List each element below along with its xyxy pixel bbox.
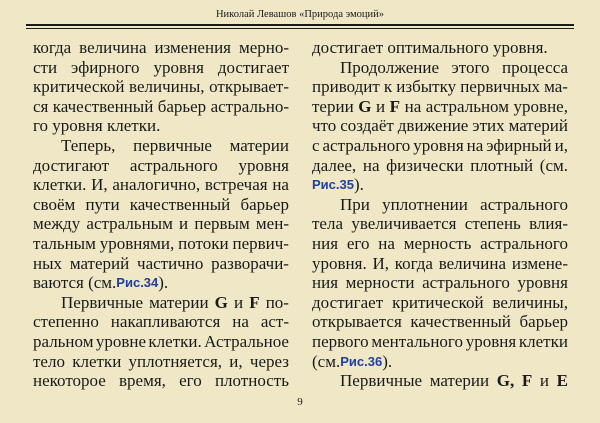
text-line: [33, 156, 289, 176]
word: и: [376, 96, 386, 116]
word: клетки.: [33, 175, 87, 195]
word: барьер: [519, 312, 568, 332]
word: открывается: [312, 312, 402, 332]
word: мерность: [403, 233, 472, 253]
text-line: [312, 195, 568, 215]
word: время,: [119, 371, 166, 391]
word: Первичные: [61, 292, 144, 312]
word: плотность: [214, 371, 289, 391]
word: ральном: [33, 331, 94, 351]
word: на: [272, 175, 289, 195]
word: и,: [229, 351, 243, 371]
word: уровня: [153, 57, 204, 77]
text-line: достигает оптимального уровня.: [312, 38, 548, 57]
word: уплотняется,: [128, 351, 223, 371]
text-line: ваются (см. Рис.34 ).: [33, 273, 169, 293]
word: тальным: [33, 233, 96, 253]
word: первым: [194, 214, 250, 234]
word: движение: [397, 116, 469, 136]
word: разворачи-: [211, 253, 289, 273]
word: на: [378, 233, 395, 253]
word: клетки: [518, 331, 568, 351]
text-line: [33, 332, 289, 352]
text-line: [312, 58, 568, 78]
bold-letter: G: [358, 96, 372, 116]
word: тело: [33, 351, 65, 371]
word: потоки: [178, 233, 229, 253]
word: этих: [472, 116, 505, 136]
word: первого: [312, 331, 369, 351]
word: изменения: [154, 38, 231, 57]
word: на: [362, 155, 380, 175]
text-line: [33, 234, 289, 254]
text-line: [312, 312, 568, 332]
word: мерности: [345, 273, 415, 293]
word: сти: [33, 57, 58, 77]
word: ния: [312, 273, 339, 293]
text-line: Рис.35 ).: [312, 175, 364, 195]
word: уплотнении: [382, 194, 468, 214]
bold-letter: F: [521, 371, 533, 391]
word: материй: [508, 116, 568, 136]
word: Первичные: [340, 371, 423, 391]
text-line: [33, 58, 289, 78]
word: на: [404, 96, 422, 116]
word: аст-: [260, 312, 289, 332]
word: достигает: [217, 57, 289, 77]
word: ся: [33, 96, 49, 116]
text-line: [33, 175, 289, 195]
word: ма-: [544, 77, 568, 97]
figure-reference-link[interactable]: Рис.34: [116, 275, 159, 291]
text-line: [33, 136, 289, 156]
word: [497, 371, 514, 391]
text-line: [33, 371, 289, 391]
word: величины,: [129, 77, 205, 97]
word: аналогично,: [112, 175, 201, 195]
text-line: [312, 332, 568, 352]
word: [522, 371, 532, 391]
word: астрального: [322, 135, 411, 155]
word: качественный: [129, 194, 231, 214]
text-line: [312, 136, 568, 156]
word: частично: [137, 253, 204, 273]
word: [557, 371, 568, 391]
word: избытку: [396, 77, 457, 97]
word: его: [179, 371, 202, 391]
word: увеличивается: [351, 214, 457, 234]
text-line: [33, 312, 289, 332]
word: клетки.: [148, 331, 202, 351]
left-column: [33, 38, 289, 391]
word: качественный: [52, 96, 154, 116]
word: эфирного: [71, 57, 140, 77]
text-line: [312, 97, 568, 117]
bold-letter: E: [556, 371, 568, 391]
bold-letter: G,: [496, 371, 515, 391]
word: материй: [69, 253, 130, 273]
text-line: [33, 293, 289, 313]
bold-letter: G: [214, 292, 228, 312]
word: [358, 97, 371, 117]
text-line: го уровня клетки.: [33, 116, 161, 136]
word: измене-: [511, 253, 568, 273]
word: величина: [438, 253, 507, 273]
word: приводит: [312, 77, 380, 97]
figure-reference-link[interactable]: Рис.36: [340, 353, 383, 369]
text-line: (см. Рис.36 ).: [312, 351, 393, 371]
text-line: [312, 371, 568, 391]
word: уровня.: [312, 253, 367, 273]
word: уровне: [95, 331, 147, 351]
word: мен-: [255, 214, 289, 234]
word: пути: [85, 194, 120, 214]
word: уровне,: [513, 96, 568, 116]
word: астрального: [422, 273, 510, 293]
word: астрального: [129, 155, 218, 175]
word: первич-: [232, 233, 289, 253]
word: качественный: [410, 312, 511, 332]
word: клетки: [72, 351, 122, 371]
word: При: [340, 194, 370, 214]
word: [249, 293, 259, 313]
word: барьер: [157, 96, 207, 116]
word: достигают: [33, 155, 110, 175]
word: материи: [149, 292, 209, 312]
word: когда: [33, 38, 72, 57]
word: ния: [312, 233, 339, 253]
word: через: [249, 351, 289, 371]
text-line: [33, 38, 289, 58]
word: И,: [372, 253, 389, 273]
bold-letter: F: [389, 96, 401, 116]
word: физически: [386, 155, 464, 175]
word: [390, 97, 400, 117]
word: этого: [451, 57, 490, 77]
word: к: [383, 77, 393, 97]
word: критической: [33, 77, 125, 97]
text-line: [33, 195, 289, 215]
right-column: [312, 38, 568, 391]
word: уровня: [517, 273, 568, 293]
text-line: [33, 254, 289, 274]
word: (см.: [539, 155, 568, 175]
word: влия-: [529, 214, 568, 234]
word: астральном: [425, 96, 509, 116]
word: барьер: [240, 194, 289, 214]
text-line: [312, 156, 568, 176]
word: на: [232, 312, 249, 332]
word: его: [346, 233, 370, 253]
word: астрального: [480, 233, 568, 253]
word: на: [466, 135, 484, 155]
word: астрального: [480, 194, 568, 214]
word: некоторое: [33, 371, 106, 391]
word: по-: [265, 292, 289, 312]
word: когда: [394, 253, 433, 273]
word: ментального: [371, 331, 463, 351]
word: эфирный: [486, 135, 552, 155]
word: что: [312, 116, 337, 136]
word: [215, 293, 228, 313]
text-line: [312, 116, 568, 136]
word: открывает-: [209, 77, 289, 97]
word: первичных: [460, 77, 541, 97]
bold-letter: F: [249, 292, 260, 312]
word: Продолжение: [340, 57, 440, 77]
running-header: Николай Левашов «Природа эмоций»: [26, 8, 574, 26]
word: и: [179, 214, 189, 234]
text-line: [312, 214, 568, 234]
word: астрально-: [210, 96, 289, 116]
word: между: [33, 214, 81, 234]
text-line: [312, 234, 568, 254]
text-line: [312, 77, 568, 97]
word: встречая: [204, 175, 268, 195]
text-line: [33, 77, 289, 97]
text-line: [33, 352, 289, 372]
word: Теперь,: [61, 135, 116, 155]
word: величина: [79, 38, 147, 57]
word: накапливаются: [110, 312, 221, 332]
word: мерно-: [238, 38, 289, 57]
word: уровня: [465, 331, 517, 351]
word: величины,: [492, 292, 568, 312]
word: уровнями,: [99, 233, 175, 253]
text-line: [33, 97, 289, 117]
word: создаёт: [340, 116, 394, 136]
page-number: 9: [297, 396, 303, 408]
word: плотный: [470, 155, 534, 175]
word: И,: [91, 175, 108, 195]
word: далее,: [312, 155, 357, 175]
word: первичные: [133, 135, 212, 155]
word: уровня: [238, 155, 289, 175]
word: достигает: [312, 292, 384, 312]
word: процесса: [501, 57, 568, 77]
word: материи: [229, 135, 289, 155]
word: материи: [429, 371, 490, 391]
text-line: [312, 273, 568, 293]
word: и,: [554, 135, 568, 155]
figure-reference-link[interactable]: Рис.35: [312, 177, 354, 193]
text-line: [312, 293, 568, 313]
word: своём: [33, 194, 76, 214]
word: астральным: [86, 214, 173, 234]
word: ных: [33, 253, 63, 273]
text-line: [33, 214, 289, 234]
word: критической: [392, 292, 484, 312]
word: и: [234, 292, 244, 312]
word: и: [539, 371, 549, 391]
word: уровня: [413, 135, 464, 155]
word: тела: [312, 214, 344, 234]
word: Астральное: [204, 331, 289, 351]
word: степенно: [33, 312, 99, 332]
word: терии: [312, 96, 354, 116]
word: с: [312, 135, 320, 155]
text-line: [312, 254, 568, 274]
word: степень: [464, 214, 521, 234]
